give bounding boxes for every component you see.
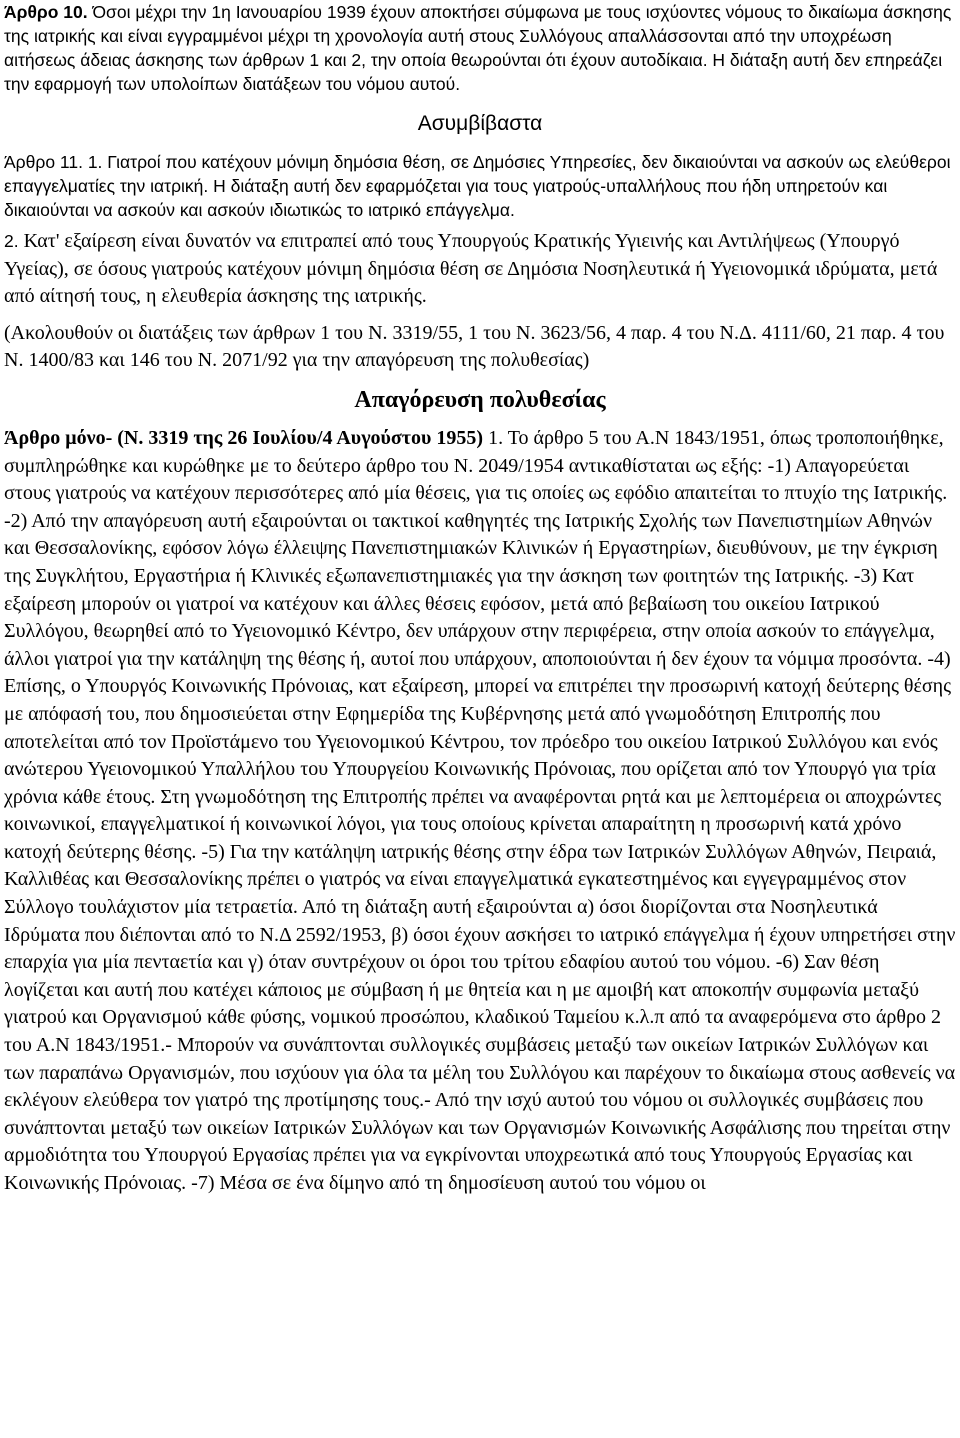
article-11-paragraph-2 — [4, 228, 956, 311]
heading-incompatibilities: Ασυμβίβαστα — [417, 112, 543, 135]
sole-article-label: Άρθρο μόνο- (Ν. 3319 της 26 Ιουλίου/4 Αυγούστου 1955) — [4, 426, 484, 449]
document-page — [4, 0, 956, 1198]
sole-article-paragraph — [4, 425, 956, 1198]
article-10-text: Όσοι μέχρι την 1η Ιανουαρίου 1939 έχουν αποκτήσει σύμφωνα με τους ισχύοντες νόμους το δικαίωμα άσκησης της ιατρικής και είναι εγγραμμένοι μέχρι τη χρονολογία αυτή στους Συλλόγους απαλλάσσονται από την υποχρέωση αιτήσεως άδειας άσκησης των άρθρων 1 και 2, την οποία θεωρούνται ότι έχουν αυτοδίκαια. Η διάταξη αυτή δεν επηρεάζει την εφαρμογή των υπολοίπων διατάξεων του νόμου αυτού. — [4, 2, 952, 94]
article-11-p2-number: 2. — [4, 231, 19, 251]
sole-article-text: 1. Το άρθρο 5 του Α.Ν 1843/1951, όπως τροποποιήθηκε, συμπληρώθηκε και κυρώθηκε με το δεύτερο άρθρο του Ν. 2049/1954 αντικαθίσταται ως εξής: -1) Απαγορεύεται στους γιατρούς να κατέχουν περισσότερες από μία θέσεις, για τις οποίες ως εφόδιο απαιτείται το πτυχίο της Ιατρικής. -2) Από την απαγόρευση αυτή εξαιρούνται οι τακτικοί καθηγητές της Ιατρικής Σχολής των Πανεπιστημίων Αθηνών και Θεσσαλονίκης, εφόσον λόγω έλλειψης Πανεπιστημιακών Κλινικών ή Εργαστηρίων, διευθύνουν, με την έγκριση της Συγκλήτου, Εργαστήρια ή Κλινικές εξωπανεπιστημιακές για την άσκηση των φοιτητών της Ιατρικής. -3) Κατ εξαίρεση μπορούν οι γιατροί να κατέχουν και άλλες θέσεις εφόσον, μετά από βεβαίωση του οικείου Ιατρικού Συλλόγου, θεωρηθεί από το Υγειονομικό Κέντρο, δεν υπάρχουν στην περιφέρεια, στην οποία ασκούν το επάγγελμα, άλλοι γιατροί για την κατάληψη της θέσης ή, αυτοί που υπάρχουν, αποποιούνται ή δεν έχουν τα νόμιμα προσόντα. -4) Επίσης, ο Υπουργός Κοινωνικής Πρόνοιας, κατ εξαίρεση, μπορεί να επιτρέπει την προσωρινή κατοχή δεύτερης θέσης με απόφασή του, που δημοσιεύεται στην Εφημερίδα της Κυβέρνησης μετά από γνωμοδότηση Επιτροπής που αποτελείται από τον Προϊστάμενο του Υγειονομικού Κέντρου, τον πρόεδρο του οικείου Ιατρικού Συλλόγου και ενός ανώτερου Υγειονομικού Υπαλλήλου του Υπουργείου Κοινωνικής Πρόνοιας, που ορίζεται από τον Υπουργό για τρία χρόνια κάθε έτους. Στη γνωμοδότηση της Επιτροπής πρέπει να αναφέρονται ρητά και με λεπτομέρεια οι αποχρώντες κοινωνικοί, επαγγελματικοί ή κοινωνικοί λόγοι, για τους οποίους κρίνεται απαραίτητη η προσωρινή κατά χρόνο κατοχή δεύτερης θέσης. -5) Για την κατάληψη ιατρικής θέσης στην έδρα των Ιατρικών Συλλόγων Αθηνών, Πειραιά, Καλλιθέας και Θεσσαλονίκης πρέπει ο γιατρός να είναι επαγγελματικά εγκατεστημένος και εγγεγραμμένος στον Σύλλογο τουλάχιστον μία τετραετία. Από τη διάταξη αυτή εξαιρούνται α) όσοι διορίζονται στα Νοσηλευτικά Ιδρύματα που διέπονται από το Ν.Δ 2592/1953, β) όσοι έχουν ασκήσει το ιατρικό επάγγελμα ή έχουν υπηρετήσει στην επαρχία για μία πενταετία και γ) όταν συντρέχουν οι όροι του τρίτου εδαφίου αυτού του νόμου. -6) Σαν θέση λογίζεται και αυτή που κατέχει κάποιος με σύμβαση ή με θητεία και η με αμοιβή κατ αποκοπήν συμφωνία μεταξύ γιατρού και Οργανισμού κάθε φύσης, νομικού προσώπου, κλαδικού Ταμείου κ.λ.π από τα αναφερόμενα στο άρθρο 2 του Α.Ν 1843/1951.- Μπορούν να συνάπτονται συλλογικές συμβάσεις μεταξύ των οικείων Ιατρικών Συλλόγων και των παραπάνω Οργανισμών, που ισχύουν για όλα τα μέλη του Συλλόγου και παρέχουν το δικαίωμα στους ασθενείς να εκλέγουν ελεύθερα τον γιατρό της προτίμησης τους.- Από την ισχύ αυτού του νόμου οι συλλογικές συμβάσεις που συνάπτονται μεταξύ των οικείων Ιατρικών Συλλόγων και των Οργανισμών Κοινωνικής Ασφάλισης που τηρείται στην αρμοδιότητα του Υπουργού Εργασίας πρέπει για να εγκρίνονται υποχρεωτικά από τους Υπουργούς Εργασίας και Κοινωνικής Πρόνοιας. -7) Μέσα σε ένα δίμηνο από τη δημοσίευση αυτού του νόμου οι — [4, 426, 956, 1194]
article-11-text-2: Κατ' εξαίρεση είναι δυνατόν να επιτραπεί από τους Υπουργούς Κρατικής Υγιεινής και Αντιλήψεως (Υπουργό Υγείας), σε όσους γιατρούς κατέχουν μόνιμη δημόσια θέση σε Δημόσια Νοσηλευτικά ή Υγειονομικά ιδρύματα, μετά από αίτησή τους, η ελευθερία άσκησης της ιατρικής. — [4, 230, 938, 308]
provisions-note: (Ακολουθούν οι διατάξεις των άρθρων 1 του Ν. 3319/55, 1 του Ν. 3623/56, 4 παρ. 4 του Ν.Δ. 4111/60, 21 παρ. 4 του Ν. 1400/83 και 146 του Ν. 2071/92 για την απαγόρευση της πολυθεσίας) — [4, 321, 945, 372]
heading-multiple-positions: Απαγόρευση πολυθεσίας — [354, 386, 606, 413]
article-10-paragraph — [4, 0, 956, 96]
article-11-paragraph-1 — [4, 150, 956, 222]
article-10-label: Άρθρο 10. — [4, 2, 88, 22]
article-11-text-1: 1. Γιατροί που κατέχουν μόνιμη δημόσια θέση, σε Δημόσιες Υπηρεσίες, δεν δικαιούνται να ασκούν ως ελεύθεροι επαγγελματίες την ιατρική. Η διάταξη αυτή δεν εφαρμόζεται για τους γιατρούς-υπαλλήλους που ήδη υπηρετούν και δικαιούνται να ασκούν και ασκούν ιδιωτικώς το ιατρικό επάγγελμα. — [4, 152, 951, 220]
article-11-label: Άρθρο 11. — [4, 152, 83, 172]
